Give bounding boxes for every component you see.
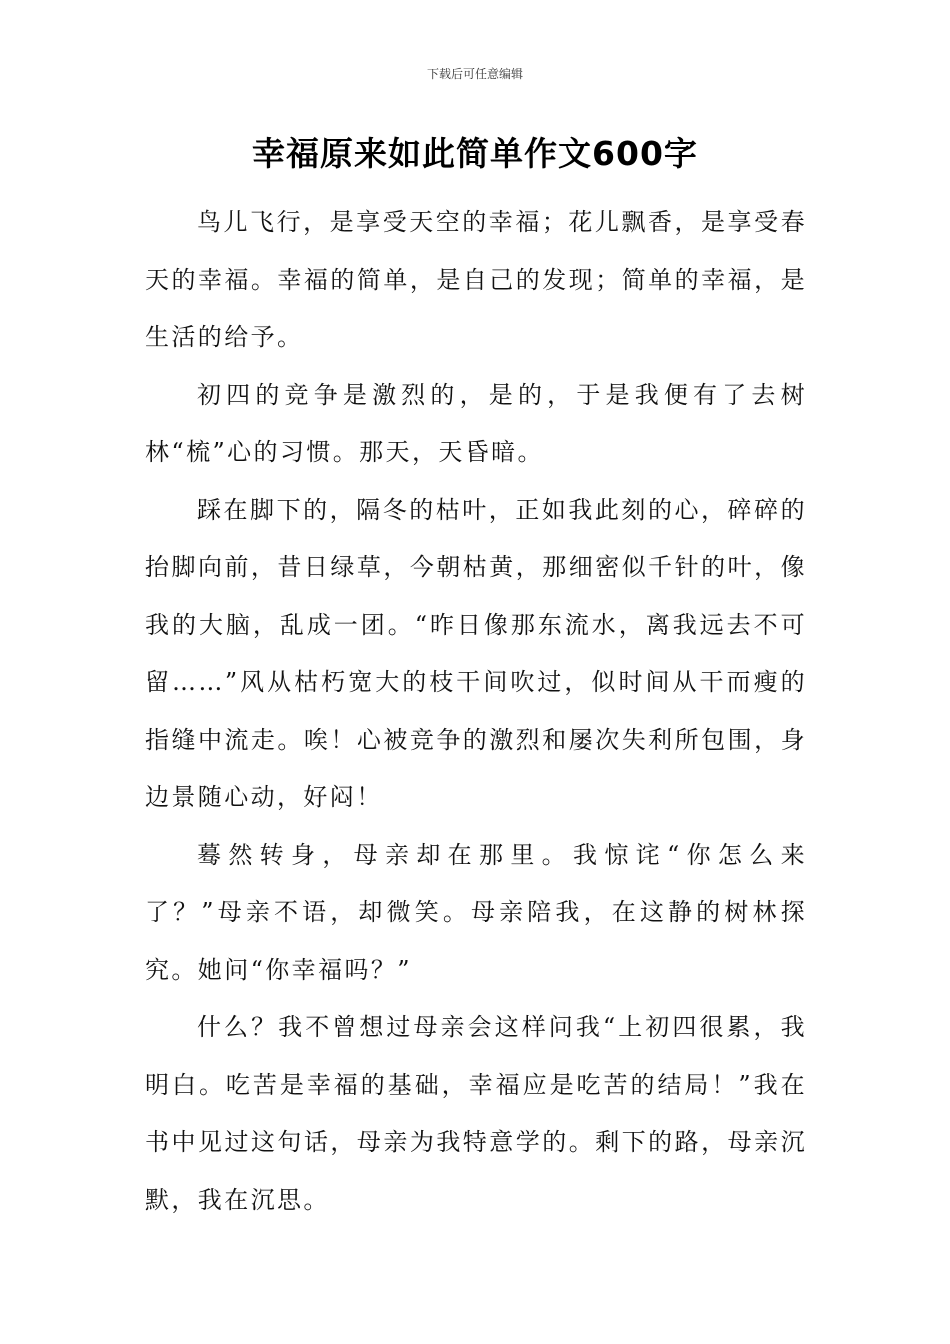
header-note: 下载后可任意编辑 [426, 67, 523, 81]
paragraph: 什么？我不曾想过母亲会这样问我“上初四很累，我明白。吃苦是幸福的基础，幸福应是吃苦的结局！”我在书中见过这句话，母亲为我特意学的。剩下的路，母亲沉默，我在沉思。 [145, 1013, 807, 1214]
paragraph: 蓦然转身，母亲却在那里。我惊诧“你怎么来了？”母亲不语，却微笑。母亲陪我，在这静的树林探究。她问“你幸福吗？” [145, 840, 807, 984]
document-title: 幸福原来如此简单作文600字 [252, 134, 698, 173]
document-body [145, 194, 807, 1229]
paragraph: 鸟儿飞行，是享受天空的幸福；花儿飘香，是享受春天的幸福。幸福的简单，是自己的发现；简单的幸福，是生活的给予。 [145, 208, 807, 351]
paragraph: 初四的竞争是激烈的，是的，于是我便有了去树林“梳”心的习惯。那天，天昏暗。 [145, 380, 807, 466]
paragraph: 踩在脚下的，隔冬的枯叶，正如我此刻的心，碎碎的抬脚向前，昔日绿草，今朝枯黄，那细密似千针的叶，像我的大脑，乱成一团。“昨日像那东流水，离我远去不可留……”风从枯朽宽大的枝干间吹过，似时间从干而瘦的指缝中流走。唉！心被竞争的激烈和屡次失利所包围，身边景随心动，好闷！ [145, 495, 807, 811]
